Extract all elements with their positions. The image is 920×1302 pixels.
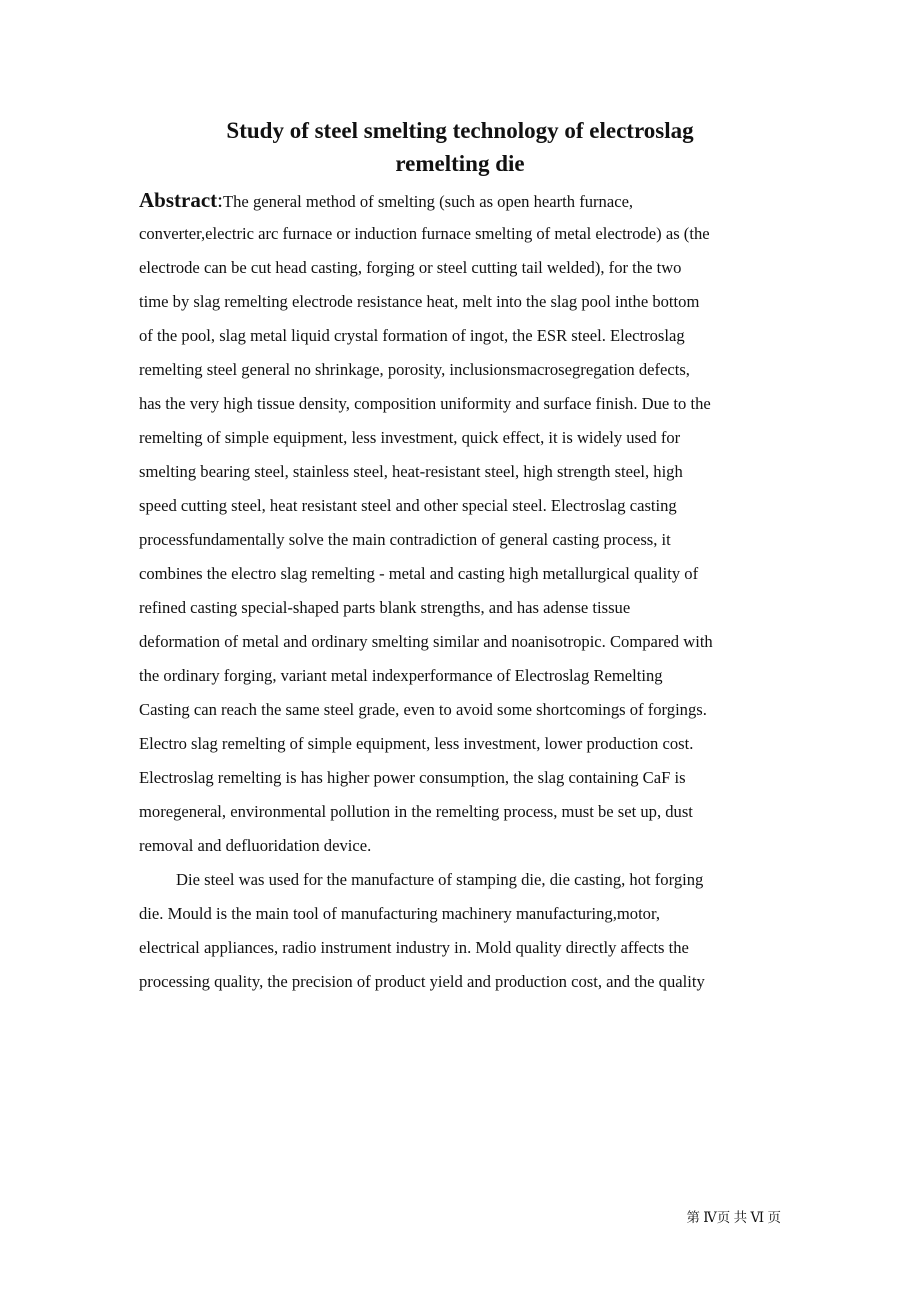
abstract-text-line: deformation of metal and ordinary smelting similar and noanisotropic. Compared with <box>139 632 713 651</box>
title-line-2: remelting die <box>395 151 525 176</box>
abstract-text-line: of the pool, slag metal liquid crystal formation of ingot, the ESR steel. Electroslag <box>139 326 685 345</box>
paragraph-line: Die steel was used for the manufacture of stamping die, die casting, hot forging <box>176 870 704 889</box>
paragraph-line: electrical appliances, radio instrument industry in. Mold quality directly affects the <box>139 938 689 957</box>
abstract-text-line: Casting can reach the same steel grade, even to avoid some shortcomings of forgings. <box>139 700 707 719</box>
abstract-text-line: electrode can be cut head casting, forging or steel cutting tail welded), for the two <box>139 258 682 277</box>
abstract-text-line: processfundamentally solve the main contradiction of general casting process, it <box>139 530 671 549</box>
abstract-text-line: moregeneral, environmental pollution in the remelting process, must be set up, dust <box>139 802 693 821</box>
abstract-text-line: combines the electro slag remelting - metal and casting high metallurgical quality of <box>139 564 699 583</box>
body-text <box>139 183 799 999</box>
abstract-line <box>139 183 799 217</box>
abstract-text-line: has the very high tissue density, composition uniformity and surface finish. Due to the <box>139 394 711 413</box>
abstract-text-line: The general method of smelting (such as open hearth furnace, <box>223 192 634 211</box>
abstract-text-line: Electroslag remelting is has higher power consumption, the slag containing CaF is <box>139 768 686 787</box>
abstract-colon: : <box>217 188 223 212</box>
abstract-label: Abstract <box>139 188 218 212</box>
page-number-footer: 第 Ⅳ页 共 Ⅵ 页 <box>686 1210 781 1225</box>
abstract-text-line: smelting bearing steel, stainless steel, heat-resistant steel, high strength steel, high <box>139 462 683 481</box>
abstract-text-line: time by slag remelting electrode resistance heat, melt into the slag pool inthe bottom <box>139 292 700 311</box>
abstract-text-line: remelting of simple equipment, less investment, quick effect, it is widely used for <box>139 428 681 447</box>
abstract-text-line: refined casting special-shaped parts blank strengths, and has adense tissue <box>139 598 631 617</box>
abstract-text-line: Electro slag remelting of simple equipment, less investment, lower production cost. <box>139 734 694 753</box>
abstract-text-line: speed cutting steel, heat resistant steel and other special steel. Electroslag casting <box>139 496 677 515</box>
paragraph-line: die. Mould is the main tool of manufacturing machinery manufacturing,motor, <box>139 904 660 923</box>
abstract-text-line: removal and defluoridation device. <box>139 836 372 855</box>
abstract-text-line: remelting steel general no shrinkage, porosity, inclusionsmacrosegregation defects, <box>139 360 690 379</box>
title-line-1: Study of steel smelting technology of electroslag <box>226 118 694 143</box>
abstract-text-line: the ordinary forging, variant metal indexperformance of Electroslag Remelting <box>139 666 663 685</box>
paragraph-line: processing quality, the precision of product yield and production cost, and the quality <box>139 972 705 991</box>
abstract-text-line: converter,electric arc furnace or induction furnace smelting of metal electrode) as (the <box>139 224 710 243</box>
paper-title <box>139 114 781 180</box>
